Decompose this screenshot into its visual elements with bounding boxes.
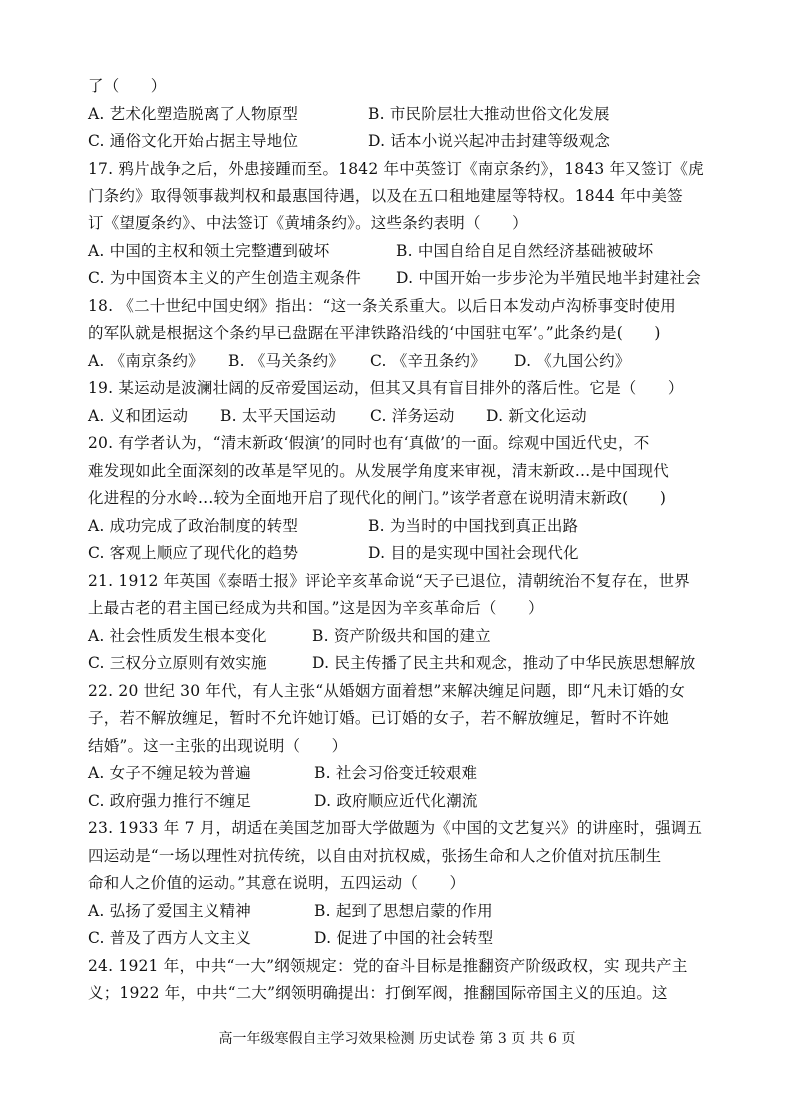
q22-option-b: B. 社会习俗变迁较艰难 bbox=[314, 764, 478, 782]
q16-option-d: D. 话本小说兴起冲击封建等级观念 bbox=[368, 132, 611, 150]
q20-stem-line-1: 20. 有学者认为，“清末新政‘假演’的同时也有‘真做’的一面。综观中国近代史，不 bbox=[88, 434, 650, 452]
q20-option-d: D. 目的是实现中国社会现代化 bbox=[368, 544, 579, 562]
q22-option-a: A. 女子不缠足较为普遍 bbox=[88, 764, 251, 782]
q18-option-d: D. 《九国公约》 bbox=[514, 352, 631, 370]
q22-option-c: C. 政府强力推行不缠足 bbox=[88, 792, 252, 810]
q18-option-c: C. 《辛丑条约》 bbox=[370, 352, 486, 370]
q19-option-c: C. 洋务运动 bbox=[370, 407, 455, 425]
q18-stem-line-1: 18. 《二十世纪中国史纲》指出：“这一条关系重大。以后日本发动卢沟桥事变时使用 bbox=[88, 297, 677, 315]
q18-option-a: A. 《南京条约》 bbox=[88, 352, 204, 370]
q20-option-b: B. 为当时的中国找到真正出路 bbox=[368, 517, 579, 535]
page-footer: 高一年级寒假自主学习效果检测 历史试卷 第 3 页 共 6 页 bbox=[218, 1031, 576, 1047]
q19-option-a: A. 义和团运动 bbox=[88, 407, 189, 425]
q24-stem-line-2: 义；1922 年，中共“二大”纲领明确提出：打倒军阀，推翻国际帝国主义的压迫。这 bbox=[88, 984, 668, 1002]
q17-stem-line-3: 订《望厦条约》、中法签订《黄埔条约》。这些条约表明（ ） bbox=[88, 214, 528, 232]
q23-option-d: D. 促进了中国的社会转型 bbox=[314, 929, 494, 947]
q23-stem-line-2: 四运动是“一场以理性对抗传统，以自由对抗权威，张扬生命和人之价值对抗压制生 bbox=[88, 847, 662, 865]
q24-stem-line-1: 24. 1921 年，中共“一大”纲领规定：党的奋斗目标是推翻资产阶级政权，实 现共产主 bbox=[88, 957, 688, 975]
q23-stem-line-1: 23. 1933 年 7 月，胡适在美国芝加哥大学做题为《中国的文艺复兴》的讲座时，强调五 bbox=[88, 819, 703, 837]
q23-stem-line-3: 命和人之价值的运动。”其意在说明，五四运动（ ） bbox=[88, 874, 466, 892]
q16-option-c: C. 通俗文化开始占据主导地位 bbox=[88, 132, 299, 150]
q18-option-b: B. 《马关条约》 bbox=[228, 352, 345, 370]
q22-stem-line-2: 子，若不解放缠足，暂时不允许她订婚。已订婚的女子，若不解放缠足，暂时不许她 bbox=[88, 709, 669, 727]
q20-option-a: A. 成功完成了政治制度的转型 bbox=[88, 517, 299, 535]
q21-option-c: C. 三权分立原则有效实施 bbox=[88, 654, 267, 672]
q21-option-a: A. 社会性质发生根本变化 bbox=[88, 627, 267, 645]
q23-option-a: A. 弘扬了爱国主义精神 bbox=[88, 902, 251, 920]
q22-stem-line-1: 22. 20 世纪 30 年代，有人主张“从婚姻方面着想”来解决缠足问题，即“凡未订婚的女 bbox=[88, 682, 686, 700]
q16-option-b: B. 市民阶层壮大推动世俗文化发展 bbox=[368, 105, 610, 123]
q17-option-a: A. 中国的主权和领土完整遭到破坏 bbox=[88, 242, 330, 260]
q20-stem-line-2: 难发现如此全面深刻的改革是罕见的。从发展学角度来审视，清末新政…是中国现代 bbox=[88, 462, 669, 480]
q19-stem-line-1: 19. 某运动是波澜壮阔的反帝爱国运动，但其又具有盲目排外的落后性。它是（ ） bbox=[88, 379, 684, 397]
q19-option-b: B. 太平天国运动 bbox=[220, 407, 337, 425]
q23-option-c: C. 普及了西方人文主义 bbox=[88, 929, 252, 947]
q16-stem-line-1: 了（ ） bbox=[88, 77, 167, 95]
q17-option-d: D. 中国开始一步步沦为半殖民地半封建社会 bbox=[396, 269, 701, 287]
q21-option-b: B. 资产阶级共和国的建立 bbox=[312, 627, 491, 645]
q23-option-b: B. 起到了思想启蒙的作用 bbox=[314, 902, 493, 920]
q22-option-d: D. 政府顺应近代化潮流 bbox=[314, 792, 478, 810]
q20-option-c: C. 客观上顺应了现代化的趋势 bbox=[88, 544, 299, 562]
q19-option-d: D. 新文化运动 bbox=[486, 407, 587, 425]
q17-option-c: C. 为中国资本主义的产生创造主观条件 bbox=[88, 269, 361, 287]
q22-stem-line-3: 结婚”。这一主张的出现说明（ ） bbox=[88, 737, 348, 755]
q20-stem-line-3: 化进程的分水岭…较为全面地开启了现代化的闸门。”该学者意在说明清末新政( ) bbox=[88, 489, 667, 507]
q18-stem-line-2: 的军队就是根据这个条约早已盘踞在平津铁路沿线的‘中国驻屯军’。”此条约是( ) bbox=[88, 324, 661, 342]
q16-option-a: A. 艺术化塑造脱离了人物原型 bbox=[88, 105, 299, 123]
q21-option-d: D. 民主传播了民主共和观念，推动了中华民族思想解放 bbox=[312, 654, 696, 672]
q21-stem-line-1: 21. 1912 年英国《泰晤士报》评论辛亥革命说“天子已退位，清朝统治不复存在，世界 bbox=[88, 572, 690, 590]
q17-stem-line-2: 门条约》取得领事裁判权和最惠国待遇，以及在五口租地建屋等特权。1844 年中美签 bbox=[88, 187, 683, 205]
q17-option-b: B. 中国自给自足自然经济基础被破坏 bbox=[396, 242, 654, 260]
q17-stem-line-1: 17. 鸦片战争之后，外患接踵而至。1842 年中英签订《南京条约》，1843 年又签订《虎 bbox=[88, 160, 704, 178]
q21-stem-line-2: 上最古老的君主国已经成为共和国。”这是因为辛亥革命后（ ） bbox=[88, 599, 544, 617]
